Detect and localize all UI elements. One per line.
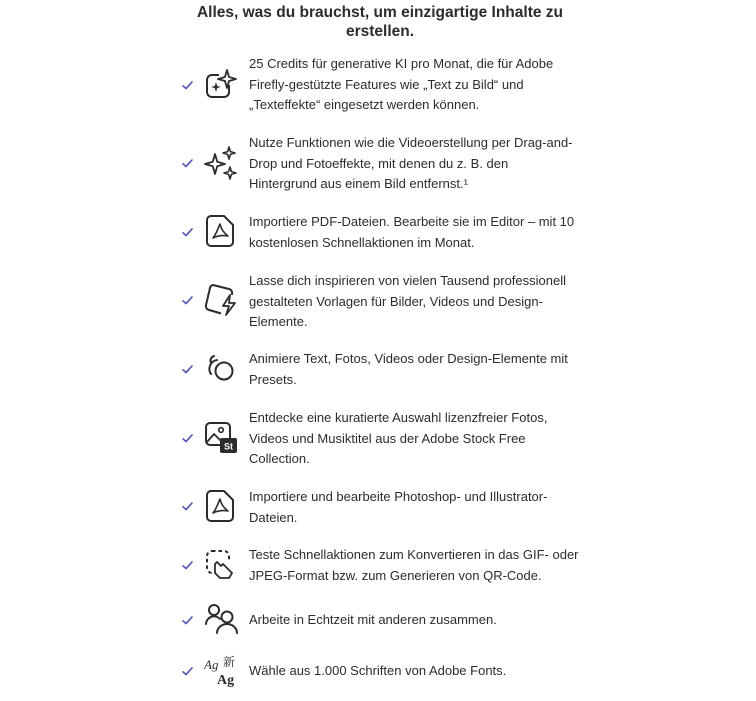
fonts-icon bbox=[204, 653, 238, 687]
feature-text: Importiere PDF-Dateien. Bearbeite sie im Editor – mit 10 kostenlosen Schnellaktionen im Monat. bbox=[249, 214, 575, 250]
checkmark-icon bbox=[182, 365, 193, 374]
feature-item-templates bbox=[0, 270, 756, 334]
document-import-icon bbox=[204, 489, 238, 523]
feature-item-generative-credits bbox=[0, 53, 756, 117]
checkmark-icon bbox=[182, 228, 193, 237]
sparkles-icon bbox=[204, 146, 238, 180]
checkmark-icon bbox=[182, 159, 193, 168]
sparkle-image-icon bbox=[204, 67, 238, 101]
feature-text: 25 Credits für generative KI pro Monat, die für Adobe Firefly-gestützte Features wie „Text zu Bild“ und „Texteffekte“ eingesetzt werden können. bbox=[249, 56, 554, 112]
checkmark-icon bbox=[182, 616, 193, 625]
feature-item-pdf-import bbox=[0, 211, 756, 255]
quick-action-icon bbox=[204, 548, 238, 582]
feature-item-quick-actions bbox=[0, 544, 756, 588]
pdf-document-icon bbox=[204, 214, 238, 248]
feature-item-photoshop-illustrator bbox=[0, 486, 756, 530]
feature-item-adobe-stock bbox=[0, 407, 756, 471]
animation-icon bbox=[204, 351, 238, 385]
section-heading: Alles, was du brauchst, um einzigartige Inhalte zu erstellen. bbox=[196, 4, 564, 40]
fonts-icon-glyph-cjk: 新 bbox=[223, 655, 236, 669]
adobe-stock-icon bbox=[204, 421, 238, 455]
checkmark-icon bbox=[182, 667, 193, 676]
feature-text: Lasse dich inspirieren von vielen Tausend professionell gestalteten Vorlagen für Bilder, Videos und Design-Elemente. bbox=[249, 273, 567, 329]
feature-item-animation bbox=[0, 348, 756, 392]
feature-item-collaboration bbox=[0, 609, 756, 633]
feature-text: Entdecke eine kuratierte Auswahl lizenzfreier Fotos, Videos und Musiktitel aus der Adobe Stock Free Collection. bbox=[249, 410, 548, 466]
feature-item-video-photo-effects bbox=[0, 132, 756, 196]
fonts-icon-glyph-right: Ag bbox=[217, 673, 235, 687]
collaboration-icon bbox=[204, 602, 238, 636]
feature-text: Wähle aus 1.000 Schriften von Adobe Fonts. bbox=[249, 663, 507, 678]
checkmark-icon bbox=[182, 434, 193, 443]
checkmark-icon bbox=[182, 502, 193, 511]
feature-text: Animiere Text, Fotos, Videos oder Design-Elemente mit Presets. bbox=[249, 351, 568, 387]
feature-item-adobe-fonts bbox=[0, 655, 756, 687]
checkmark-icon bbox=[182, 561, 193, 570]
checkmark-icon bbox=[182, 81, 193, 90]
feature-text: Teste Schnellaktionen zum Konvertieren in das GIF- oder JPEG-Format bzw. zum Generieren von QR-Code. bbox=[249, 547, 579, 583]
feature-text: Nutze Funktionen wie die Videoerstellung per Drag-and-Drop und Fotoeffekte, mit denen du z. B. den Hintergrund aus einem Bild entfernst.¹ bbox=[249, 135, 573, 191]
fonts-icon-glyph-left: Ag bbox=[204, 657, 219, 672]
feature-text: Arbeite in Echtzeit mit anderen zusammen. bbox=[249, 612, 497, 627]
template-bolt-icon bbox=[204, 283, 238, 317]
feature-text: Importiere und bearbeite Photoshop- und Illustrator-Dateien. bbox=[249, 489, 548, 525]
checkmark-icon bbox=[182, 296, 193, 305]
svg-text:St: St bbox=[224, 441, 233, 452]
